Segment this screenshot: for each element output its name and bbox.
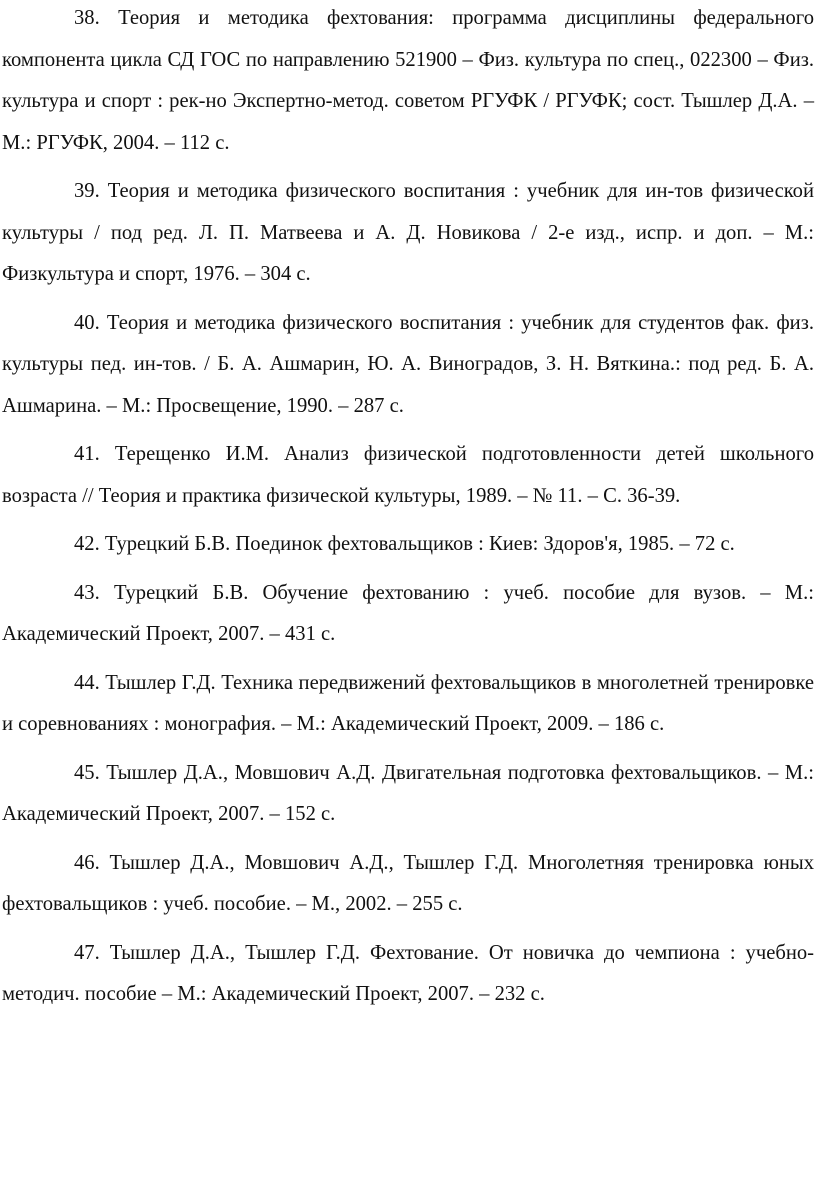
reference-47: 47. Тышлер Д.А., Тышлер Г.Д. Фехтование. От новичка до чемпиона : учебно-методич. пособие – М.: Академический Проект, 2007. – 232 с.	[2, 941, 814, 1005]
reference-40: 40. Теория и методика физического воспитания : учебник для студентов фак. физ. культуры пед. ин-тов. / Б. А. Ашмарин, Ю. А. Виноградов, З. Н. Вяткина.: под ред. Б. А. Ашмарина. – М.: Просвещение, 1990. – 287 с.	[2, 311, 814, 417]
reference-39: 39. Теория и методика физического воспитания : учебник для ин-тов физической культуры / под ред. Л. П. Матвеева и А. Д. Новикова / 2-е изд., испр. и доп. – М.: Физкультура и спорт, 1976. – 304 с.	[2, 180, 814, 285]
reference-43: 43. Турецкий Б.В. Обучение фехтованию : учеб. пособие для вузов. – М.: Академический Проект, 2007. – 431 с.	[2, 581, 814, 645]
reference-38: 38. Теория и методика фехтования: программа дисциплины федерального компонента цикла СД ГОС по направлению 521900 – Физ. культура по спец., 022300 – Физ. культура и спорт : рек-но Экспертно-метод. советом РГУФК / РГУФК; сост. Тышлер Д.А. – М.: РГУФК, 2004. – 112 с.	[2, 7, 814, 154]
reference-41: 41. Терещенко И.М. Анализ физической подготовленности детей школьного возраста // Теория и практика физической культуры, 1989. – № 11. – С. 36-39.	[2, 443, 814, 507]
reference-45: 45. Тышлер Д.А., Мовшович А.Д. Двигательная подготовка фехтовальщиков. – М.: Академический Проект, 2007. – 152 с.	[2, 761, 814, 825]
reference-44: 44. Тышлер Г.Д. Техника передвижений фехтовальщиков в многолетней тренировке и соревнованиях : монография. – М.: Академический Проект, 2009. – 186 с.	[2, 671, 814, 735]
reference-46: 46. Тышлер Д.А., Мовшович А.Д., Тышлер Г.Д. Многолетняя тренировка юных фехтовальщиков : учеб. пособие. – М., 2002. – 255 с.	[2, 851, 814, 915]
reference-42: 42. Турецкий Б.В. Поединок фехтовальщиков : Киев: Здоров'я, 1985. – 72 с.	[74, 533, 735, 555]
